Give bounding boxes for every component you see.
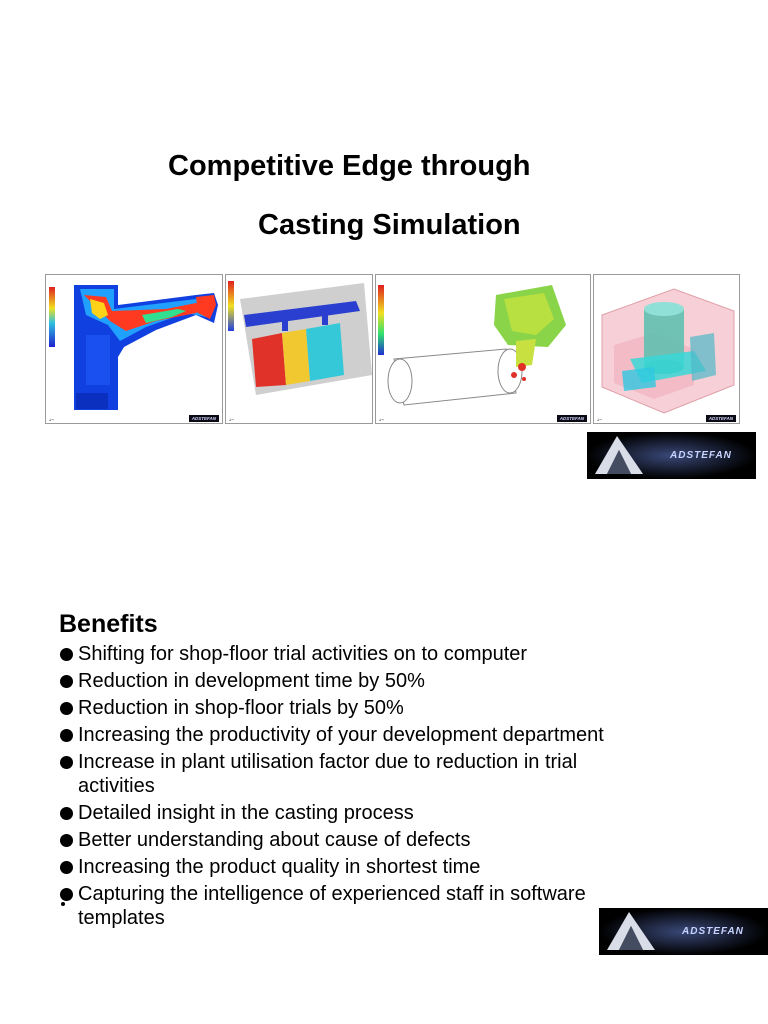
page-title-line-2: Casting Simulation [258, 209, 521, 241]
transparent-mold-model-icon [594, 275, 739, 423]
mold-fill-plot-icon [226, 275, 372, 423]
adstefan-logo-bottom [599, 908, 768, 955]
stray-bullet-icon [61, 902, 65, 906]
list-item [59, 828, 679, 852]
bullet-icon [60, 861, 73, 874]
simulation-image-3 [375, 274, 591, 424]
simulation-image-4 [593, 274, 740, 424]
benefit-text: Better understanding about cause of defects [78, 829, 471, 851]
sim-brand-badge: ADSTEFAN [189, 415, 219, 422]
simulation-image-2 [225, 274, 373, 424]
list-item [59, 669, 679, 693]
sim-axis-icon: ⊥→ [49, 417, 54, 422]
bullet-icon [60, 675, 73, 688]
sim-brand-badge: ADSTEFAN [557, 415, 587, 422]
bullet-icon [60, 648, 73, 661]
bullet-icon [60, 729, 73, 742]
benefits-list [59, 642, 679, 933]
list-item [59, 696, 679, 720]
bullet-icon [60, 702, 73, 715]
sim-brand-badge: ADSTEFAN [706, 415, 736, 422]
page-title-line-1: Competitive Edge through [168, 150, 531, 182]
benefit-text: Increasing the product quality in shortest time [78, 856, 481, 878]
simulation-image-1 [45, 274, 223, 424]
list-item [59, 642, 679, 666]
filling-temperature-plot-icon [46, 275, 222, 423]
list-item [59, 750, 658, 798]
benefit-text: Reduction in shop-floor trials by 50% [78, 697, 404, 719]
logo-text: ADSTEFAN [682, 926, 744, 937]
bullet-icon [60, 834, 73, 847]
list-item [59, 723, 679, 747]
list-item [59, 855, 679, 879]
benefit-text: Capturing the intelligence of experienced staff in software templates [78, 883, 586, 929]
sim-axis-icon: ⊥→ [597, 417, 602, 422]
benefit-text: Reduction in development time by 50% [78, 670, 425, 692]
adstefan-logo-top [587, 432, 756, 479]
bullet-icon [60, 888, 73, 901]
benefit-text: Increasing the productivity of your development department [78, 724, 604, 746]
benefits-heading: Benefits [59, 610, 158, 638]
bullet-icon [60, 756, 73, 769]
bullet-icon [60, 807, 73, 820]
sim-axis-icon: ⊥→ [379, 417, 384, 422]
list-item [59, 801, 679, 825]
benefit-text: Increase in plant utilisation factor due to reduction in trial activities [78, 751, 578, 797]
benefit-text: Shifting for shop-floor trial activities on to computer [78, 643, 528, 665]
cylinder-temperature-plot-icon [376, 275, 590, 423]
sim-axis-icon: ⊥→ [229, 417, 234, 422]
benefit-text: Detailed insight in the casting process [78, 802, 414, 824]
list-item [59, 882, 668, 930]
logo-text: ADSTEFAN [670, 450, 732, 461]
